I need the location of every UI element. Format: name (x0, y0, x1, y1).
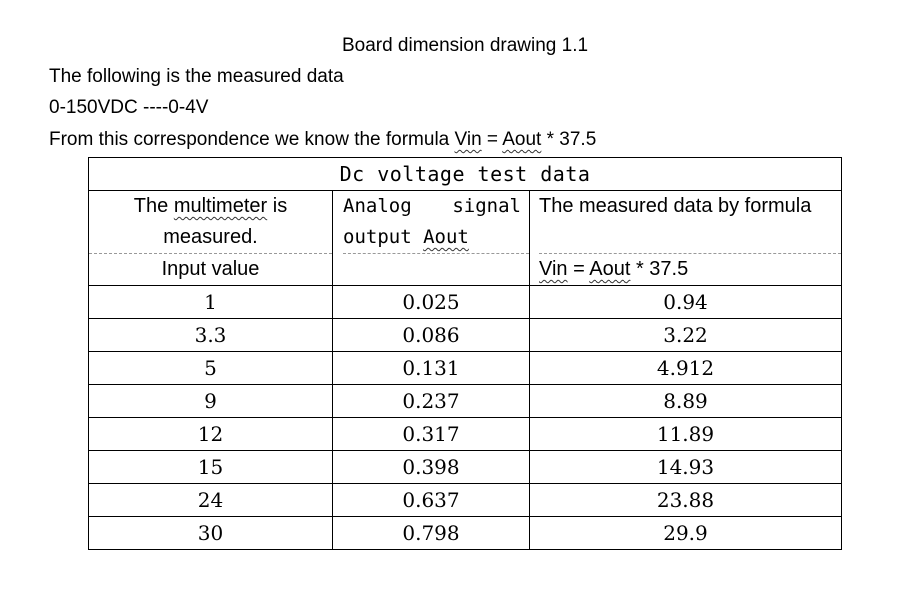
header-analog-output (333, 191, 530, 286)
aout-cell: 0.637 (333, 484, 530, 517)
header-text: Aout (589, 258, 631, 280)
aout-cell: 0.398 (333, 451, 530, 484)
formula-prefix: From this correspondence we know the formula (49, 129, 455, 150)
header-line (343, 191, 529, 222)
formula-result-cell: 14.93 (530, 451, 842, 484)
formula-line (49, 128, 596, 152)
formula-result-cell: 29.9 (530, 517, 842, 550)
input-value-cell: 1 (89, 286, 333, 319)
header-text: Vin (539, 258, 568, 280)
formula-result-cell: 11.89 (530, 418, 842, 451)
document-title: Board dimension drawing 1.1 (341, 35, 589, 56)
aout-cell: 0.798 (333, 517, 530, 550)
formula-aout: Aout (502, 129, 542, 150)
header-line (343, 222, 529, 253)
header-line: measured. (163, 226, 258, 248)
header-text: is (267, 195, 288, 217)
input-value-cell: 12 (89, 418, 333, 451)
formula-suffix: * 37.5 (541, 129, 597, 150)
formula-equals: = (481, 129, 503, 150)
table-row (89, 385, 842, 418)
table-row (89, 286, 842, 319)
header-formula-data (530, 191, 842, 286)
input-value-cell: 3.3 (89, 319, 333, 352)
input-value-cell: 30 (89, 517, 333, 550)
header-line (539, 253, 841, 285)
header-text: The (133, 195, 174, 217)
header-line (89, 191, 332, 222)
header-text: Aout (423, 226, 469, 248)
table-row (89, 352, 842, 385)
aout-cell: 0.237 (333, 385, 530, 418)
input-value-cell: 24 (89, 484, 333, 517)
input-value-cell: 9 (89, 385, 333, 418)
aout-cell: 0.086 (333, 319, 530, 352)
header-line (343, 253, 529, 285)
table-caption: Dc voltage test data (89, 158, 842, 191)
formula-vin: Vin (454, 129, 482, 150)
table-row (89, 517, 842, 550)
formula-result-cell: 4.912 (530, 352, 842, 385)
header-text: signal (452, 195, 521, 217)
header-text: output (343, 226, 424, 248)
formula-result-cell: 0.94 (530, 286, 842, 319)
table-row (89, 451, 842, 484)
formula-result-cell: 23.88 (530, 484, 842, 517)
dc-voltage-table (88, 157, 842, 550)
header-line: Input value (89, 253, 332, 285)
formula-result-cell: 8.89 (530, 385, 842, 418)
aout-cell: 0.317 (333, 418, 530, 451)
input-value-cell: 5 (89, 352, 333, 385)
header-input-value (89, 191, 333, 286)
header-line (539, 222, 841, 253)
range-line: 0-150VDC ----0-4V (49, 97, 209, 118)
intro-line: The following is the measured data (49, 66, 344, 87)
table-row (89, 319, 842, 352)
header-line: The measured data by formula (539, 195, 812, 217)
aout-cell: 0.025 (333, 286, 530, 319)
header-text: = (567, 258, 590, 280)
aout-cell: 0.131 (333, 352, 530, 385)
table-row (89, 418, 842, 451)
table-row (89, 484, 842, 517)
formula-result-cell: 3.22 (530, 319, 842, 352)
header-text: multimeter (173, 195, 268, 217)
input-value-cell: 15 (89, 451, 333, 484)
header-text: Analog (343, 195, 412, 217)
header-text: * 37.5 (630, 258, 689, 280)
